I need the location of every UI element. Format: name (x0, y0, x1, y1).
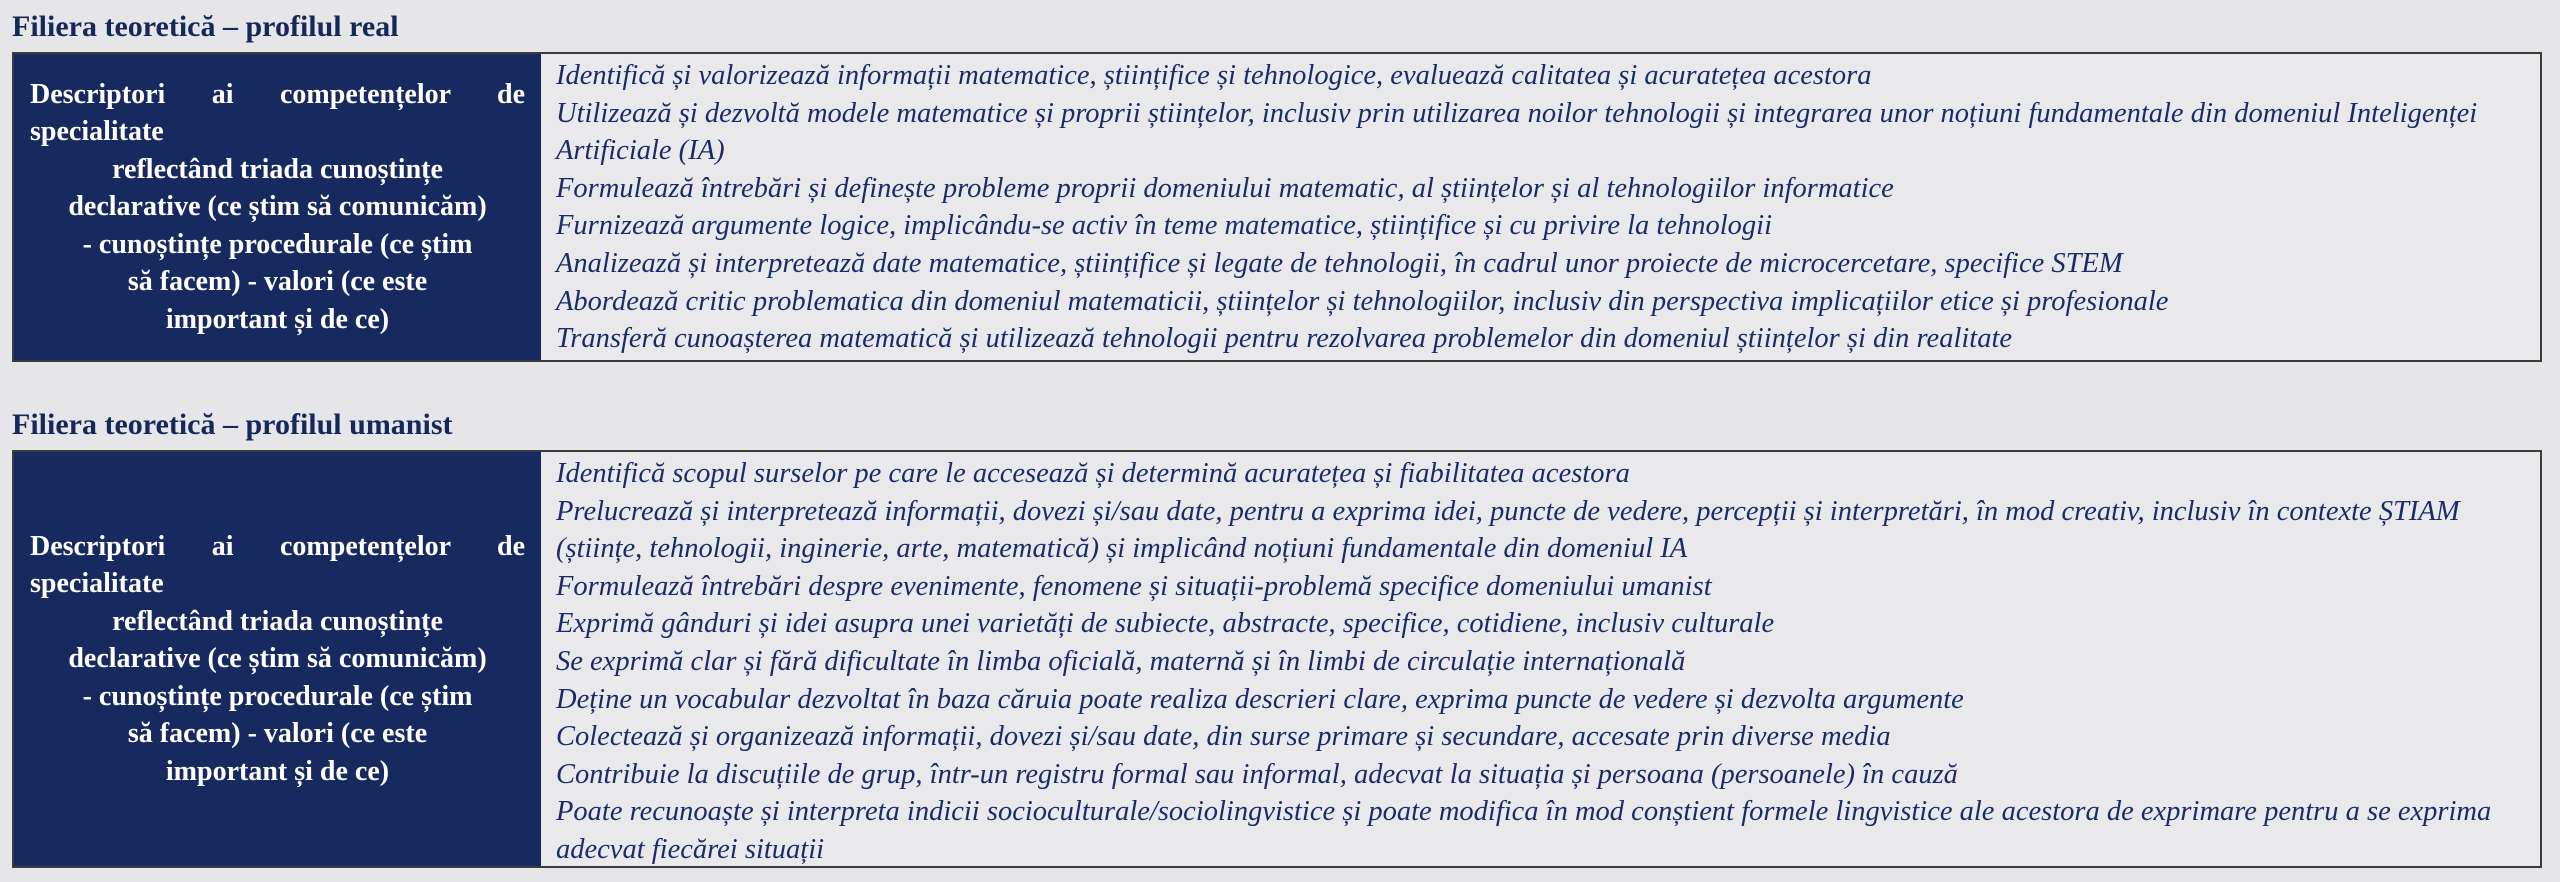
descriptor-line: specialitate (30, 568, 164, 600)
competency-item: Prelucrează și interpretează informații, dovezi și/sau date, pentru a exprima idei, puncte de vedere, percepții și interpretări, în mod creativ, inclusiv în contexte ȘTIAM (științe, tehnologii, inginerie, arte, matematică) și implicând noțiuni fundamentale din domeniul IA (556, 495, 2460, 565)
competency-item: Transferă cunoașterea matematică și utilizează tehnologii pentru rezolvarea problemelor din domeniul științelor și din realitate (556, 323, 2013, 355)
descriptor-line: să facem) - valori (ce este (127, 266, 428, 298)
descriptor-line: declarative (ce știm să comunicăm) (68, 643, 487, 675)
competency-item: Analizează și interpretează date matematice, științifice și legate de tehnologii, în cadrul unor proiecte de microcercetare, specifice STEM (556, 247, 2123, 279)
descriptor-line: declarative (ce știm să comunicăm) (68, 191, 487, 223)
competency-list (541, 452, 2540, 866)
section-title-real: Filiera teoretică – profilul real (12, 10, 399, 43)
descriptor-line: specialitate (30, 116, 164, 148)
competency-item: Exprimă gânduri și idei asupra unei varietăți de subiecte, abstracte, specifice, cotidiene, inclusiv culturale (556, 608, 1775, 640)
descriptor-line: reflectând triada cunoștințe (112, 153, 443, 185)
descriptor-line: reflectând triada cunoștințe (112, 605, 443, 637)
descriptor-cell (14, 54, 541, 360)
competency-item: Formulează întrebări și definește probleme proprii domeniului matematic, al științelor și al tehnologiilor informatice (556, 172, 1894, 204)
competency-item: Furnizează argumente logice, implicându-se activ în teme matematice, științifice și cu privire la tehnologii (556, 210, 1773, 242)
competency-list (541, 54, 2540, 360)
competency-table-umanist (12, 450, 2542, 868)
descriptor-line: Descriptori ai competențelor de (30, 530, 525, 562)
competency-table-real (12, 52, 2542, 362)
competency-item: Formulează întrebări despre evenimente, fenomene și situații-problemă specifice domeniului umanist (556, 570, 1712, 602)
competency-item: Identifică scopul surselor pe care le accesează și determină acuratețea și fiabilitatea acestora (556, 458, 1630, 489)
descriptor-line: important și de ce) (165, 755, 390, 787)
descriptor-cell (14, 452, 541, 866)
competency-item: Identifică și valorizează informații matematice, științifice și tehnologice, evaluează calitatea și acuratețea acestora (556, 60, 1872, 91)
competency-item: Utilizează și dezvoltă modele matematice și proprii științelor, inclusiv prin utilizarea noilor tehnologii și integrarea unor noțiuni fundamentale din domeniul Inteligenței Artificiale (IA) (556, 97, 2478, 167)
descriptor-line: - cunoștințe procedurale (ce știm (82, 228, 473, 260)
competency-item: Abordează critic problematica din domeniul matematicii, științelor și tehnologiilor, inclusiv din perspectiva implicațiilor etice și profesionale (556, 285, 2169, 317)
competency-item: Contribuie la discuțiile de grup, într-un registru formal sau informal, adecvat la situația și persoana (persoanele) în cauză (556, 758, 1958, 790)
descriptor-line: important și de ce) (165, 303, 390, 335)
competency-item: Poate recunoaște și interpreta indicii socioculturale/sociolingvistice și poate modifica în mod conștient formele lingvistice ale acestora de exprimare pentru a se exprima adecvat fiecărei situații (556, 796, 2492, 865)
competency-item: Colectează și organizează informații, dovezi și/sau date, din surse primare și secundare, accesate prin diverse media (556, 721, 1891, 753)
descriptor-line: Descriptori ai competențelor de (30, 78, 525, 110)
competency-item: Deține un vocabular dezvoltat în baza căruia poate realiza descrieri clare, exprima puncte de vedere și dezvolta argumente (556, 683, 1964, 715)
descriptor-line: - cunoștințe procedurale (ce știm (82, 680, 473, 712)
section-title-umanist: Filiera teoretică – profilul umanist (12, 408, 453, 441)
descriptor-line: să facem) - valori (ce este (127, 718, 428, 750)
competency-item: Se exprimă clar și fără dificultate în limba oficială, maternă și în limbi de circulație internațională (556, 645, 1686, 677)
